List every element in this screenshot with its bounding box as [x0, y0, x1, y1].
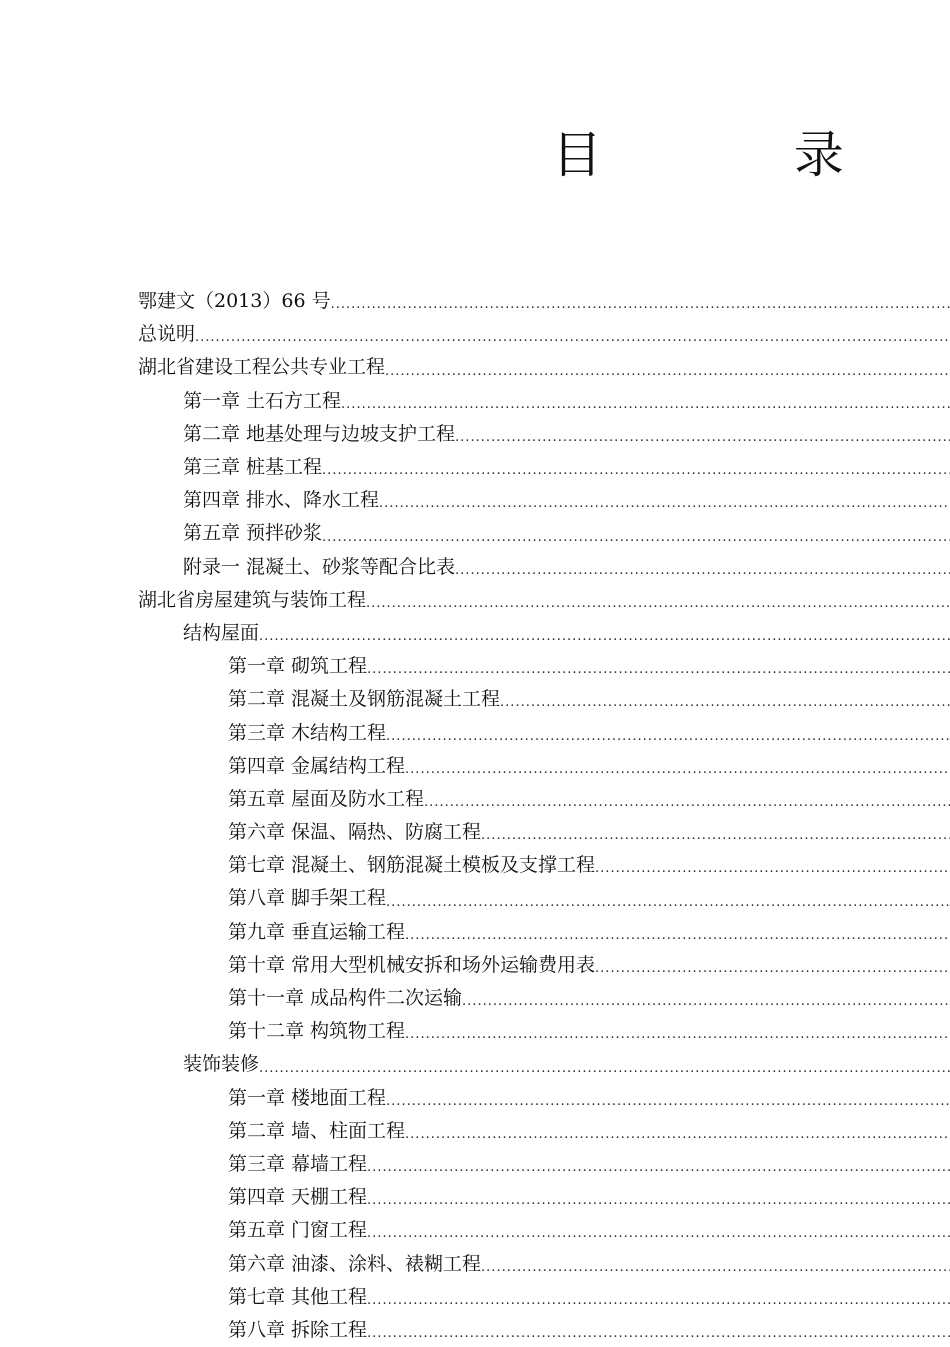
dot-leader [405, 764, 950, 783]
toc-entry[interactable] [0, 849, 950, 882]
page-title: 目 录 [552, 126, 932, 184]
dot-leader [385, 366, 950, 385]
toc-entry-label: 第十一章 成品构件二次运输 [228, 987, 463, 1010]
toc-entry[interactable] [0, 1048, 950, 1081]
toc-entry[interactable] [0, 916, 950, 949]
toc-entry[interactable] [0, 1314, 950, 1347]
dot-leader [424, 797, 950, 816]
table-of-contents [0, 285, 950, 1347]
dot-leader [386, 1096, 950, 1115]
toc-entry-label: 第二章 墙、柱面工程 [228, 1119, 406, 1142]
toc-entry[interactable] [0, 1015, 950, 1048]
toc-entry[interactable] [0, 285, 950, 318]
toc-entry-label: 第三章 木结构工程 [228, 721, 387, 744]
dot-leader [405, 1029, 950, 1048]
dot-leader [367, 1295, 950, 1314]
dot-leader [405, 930, 950, 949]
dot-leader [595, 963, 950, 982]
toc-entry[interactable] [0, 1247, 950, 1280]
dot-leader [379, 498, 950, 517]
dot-leader [386, 731, 950, 750]
dot-leader [322, 465, 950, 484]
toc-entry-label: 第三章 幕墙工程 [228, 1152, 368, 1175]
dot-leader [386, 897, 950, 916]
toc-entry[interactable] [0, 1082, 950, 1115]
toc-entry[interactable] [0, 1181, 950, 1214]
dot-leader [322, 532, 950, 551]
toc-entry[interactable] [0, 750, 950, 783]
dot-leader [500, 697, 950, 716]
toc-entry[interactable] [0, 385, 950, 418]
toc-entry-label: 第二章 混凝土及钢筋混凝土工程 [228, 688, 501, 711]
toc-entry[interactable] [0, 351, 950, 384]
toc-entry[interactable] [0, 484, 950, 517]
toc-entry-label: 第三章 桩基工程 [183, 456, 323, 479]
dot-leader [367, 1162, 950, 1181]
toc-entry-label: 第七章 其他工程 [228, 1285, 368, 1308]
toc-entry-label: 第四章 排水、降水工程 [183, 489, 380, 512]
dot-leader [331, 299, 950, 318]
toc-entry[interactable] [0, 451, 950, 484]
toc-entry[interactable] [0, 1281, 950, 1314]
dot-leader [455, 565, 950, 584]
toc-entry-label: 第六章 保温、隔热、防腐工程 [228, 821, 482, 844]
toc-entry[interactable] [0, 1115, 950, 1148]
toc-entry-label: 第八章 脚手架工程 [228, 887, 387, 910]
toc-entry[interactable] [0, 584, 950, 617]
toc-entry-label: 第一章 土石方工程 [183, 389, 342, 412]
toc-entry[interactable] [0, 683, 950, 716]
dot-leader [455, 432, 950, 451]
dot-leader [481, 830, 950, 849]
toc-entry[interactable] [0, 551, 950, 584]
toc-entry-label: 第五章 屋面及防水工程 [228, 787, 425, 810]
dot-leader [367, 1195, 950, 1214]
toc-entry[interactable] [0, 982, 950, 1015]
dot-leader [366, 598, 950, 617]
toc-entry[interactable] [0, 1214, 950, 1247]
toc-entry-label: 第九章 垂直运输工程 [228, 920, 406, 943]
toc-entry-label: 第十二章 构筑物工程 [228, 1020, 406, 1043]
toc-entry[interactable] [0, 949, 950, 982]
dot-leader [195, 332, 950, 351]
toc-entry[interactable] [0, 418, 950, 451]
toc-entry[interactable] [0, 650, 950, 683]
toc-entry-label: 第五章 门窗工程 [228, 1219, 368, 1242]
toc-entry-label: 总说明 [138, 323, 196, 346]
toc-entry-label: 湖北省房屋建筑与装饰工程 [138, 588, 367, 611]
toc-entry-label: 第五章 预拌砂浆 [183, 522, 323, 545]
dot-leader [367, 664, 950, 683]
toc-entry-label: 第十章 常用大型机械安拆和场外运输费用表 [228, 953, 596, 976]
toc-entry-label: 第四章 金属结构工程 [228, 754, 406, 777]
dot-leader [481, 1262, 950, 1281]
dot-leader [259, 631, 950, 650]
toc-entry[interactable] [0, 716, 950, 749]
toc-entry[interactable] [0, 783, 950, 816]
dot-leader [341, 399, 950, 418]
toc-entry-label: 第四章 天棚工程 [228, 1186, 368, 1209]
toc-entry[interactable] [0, 617, 950, 650]
toc-entry[interactable] [0, 318, 950, 351]
toc-entry[interactable] [0, 517, 950, 550]
toc-entry-label: 附录一 混凝土、砂浆等配合比表 [183, 555, 456, 578]
toc-entry-label: 第六章 油漆、涂料、裱糊工程 [228, 1252, 482, 1275]
toc-entry-label: 第一章 砌筑工程 [228, 655, 368, 678]
toc-entry-label: 第七章 混凝土、钢筋混凝土模板及支撑工程 [228, 854, 596, 877]
toc-entry-label: 第一章 楼地面工程 [228, 1086, 387, 1109]
toc-entry-label: 装饰装修 [183, 1053, 260, 1076]
toc-entry[interactable] [0, 816, 950, 849]
dot-leader [595, 863, 950, 882]
dot-leader [259, 1063, 950, 1082]
toc-entry-label: 第八章 拆除工程 [228, 1318, 368, 1341]
toc-entry-label: 结构屋面 [183, 621, 260, 644]
toc-entry[interactable] [0, 882, 950, 915]
toc-entry[interactable] [0, 1148, 950, 1181]
dot-leader [462, 996, 950, 1015]
dot-leader [405, 1129, 950, 1148]
dot-leader [367, 1328, 950, 1347]
toc-entry-label: 第二章 地基处理与边坡支护工程 [183, 422, 456, 445]
toc-entry-label: 鄂建文（2013）66 号 [138, 290, 331, 313]
toc-entry-label: 湖北省建设工程公共专业工程 [138, 356, 386, 379]
dot-leader [367, 1228, 950, 1247]
